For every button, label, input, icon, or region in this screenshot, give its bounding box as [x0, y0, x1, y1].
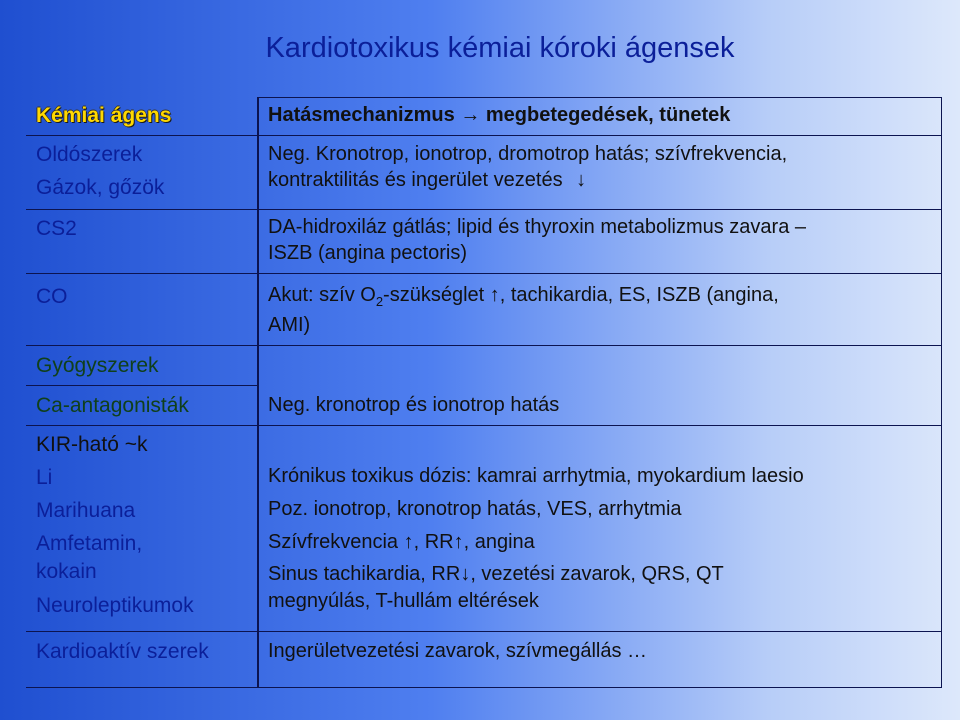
cs2-effect-line1: DA-hidroxiláz gátlás; lipid és thyroxin metabolizmus zavara – — [268, 216, 807, 238]
co-effect-part-b: -szükséglet — [383, 284, 490, 306]
group-line4-a: Sinus tachikardia, RR — [268, 563, 461, 585]
left-co: CO — [36, 285, 68, 308]
group-line3-c: , angina — [463, 531, 535, 553]
up-arrow-icon: ↑ — [453, 531, 464, 553]
group-line3 — [268, 531, 535, 554]
group-line4 — [268, 563, 724, 586]
left-gases: Gázok, gőzök — [36, 176, 165, 199]
left-kir: KIR-ható ~k — [36, 433, 148, 456]
down-arrow-icon: ↓ — [576, 169, 587, 191]
solvents-effect-line2-text: kontraktilitás és ingerület vezetés — [268, 169, 563, 191]
left-kokain: kokain — [36, 560, 97, 583]
co-effect-part-a: Akut: szív O — [268, 284, 376, 306]
left-li: Li — [36, 466, 53, 489]
left-neuroleptikumok: Neuroleptikumok — [36, 594, 194, 617]
cardio-effect: Ingerületvezetési zavarok, szívmegállás … — [268, 640, 648, 662]
solvents-effect-line2 — [268, 169, 586, 192]
left-ca-antagonists: Ca-antagonisták — [36, 394, 189, 417]
left-solvents: Oldószerek — [36, 143, 143, 166]
up-arrow-icon: ↑ — [489, 284, 500, 306]
left-amfetamin: Amfetamin, — [36, 532, 143, 555]
down-arrow-icon: ↓ — [460, 563, 471, 585]
left-cs2: CS2 — [36, 217, 77, 240]
co-effect-line2: AMI) — [268, 314, 311, 336]
header-mechanism — [268, 104, 730, 127]
header-diseases-label: megbetegedések, tünetek — [485, 104, 731, 126]
group-line5: megnyúlás, T-hullám eltérések — [268, 590, 539, 612]
up-arrow-icon: ↑ — [403, 531, 414, 553]
header-mechanism-label: Hatásmechanizmus — [268, 104, 455, 126]
left-cardioactive: Kardioaktív szerek — [36, 640, 209, 663]
co-effect-line1 — [268, 284, 779, 309]
cs2-effect-line2: ISZB (angina pectoris) — [268, 242, 467, 264]
left-marihuana: Marihuana — [36, 499, 136, 522]
header-arrow: → — [460, 104, 481, 126]
header-chemical-agent: Kémiai ágens — [36, 104, 172, 127]
left-drugs-heading: Gyógyszerek — [36, 354, 159, 377]
solvents-effect-line1: Neg. Kronotrop, ionotrop, dromotrop hatás; szívfrekvencia, — [268, 143, 788, 165]
co-effect-part-c: , tachikardia, ES, ISZB (angina, — [499, 284, 779, 306]
co-subscript: 2 — [375, 294, 384, 309]
page-title: Kardiotoxikus kémiai kóroki ágensek — [265, 32, 735, 64]
group-line3-b: , RR — [413, 531, 454, 553]
group-line2: Poz. ionotrop, kronotrop hatás, VES, arrhytmia — [268, 498, 682, 520]
group-line1: Krónikus toxikus dózis: kamrai arrhytmia, myokardium laesio — [268, 465, 804, 487]
group-line3-a: Szívfrekvencia — [268, 531, 404, 553]
ca-effect: Neg. kronotrop és ionotrop hatás — [268, 394, 560, 416]
group-line4-b: , vezetési zavarok, QRS, QT — [470, 563, 724, 585]
